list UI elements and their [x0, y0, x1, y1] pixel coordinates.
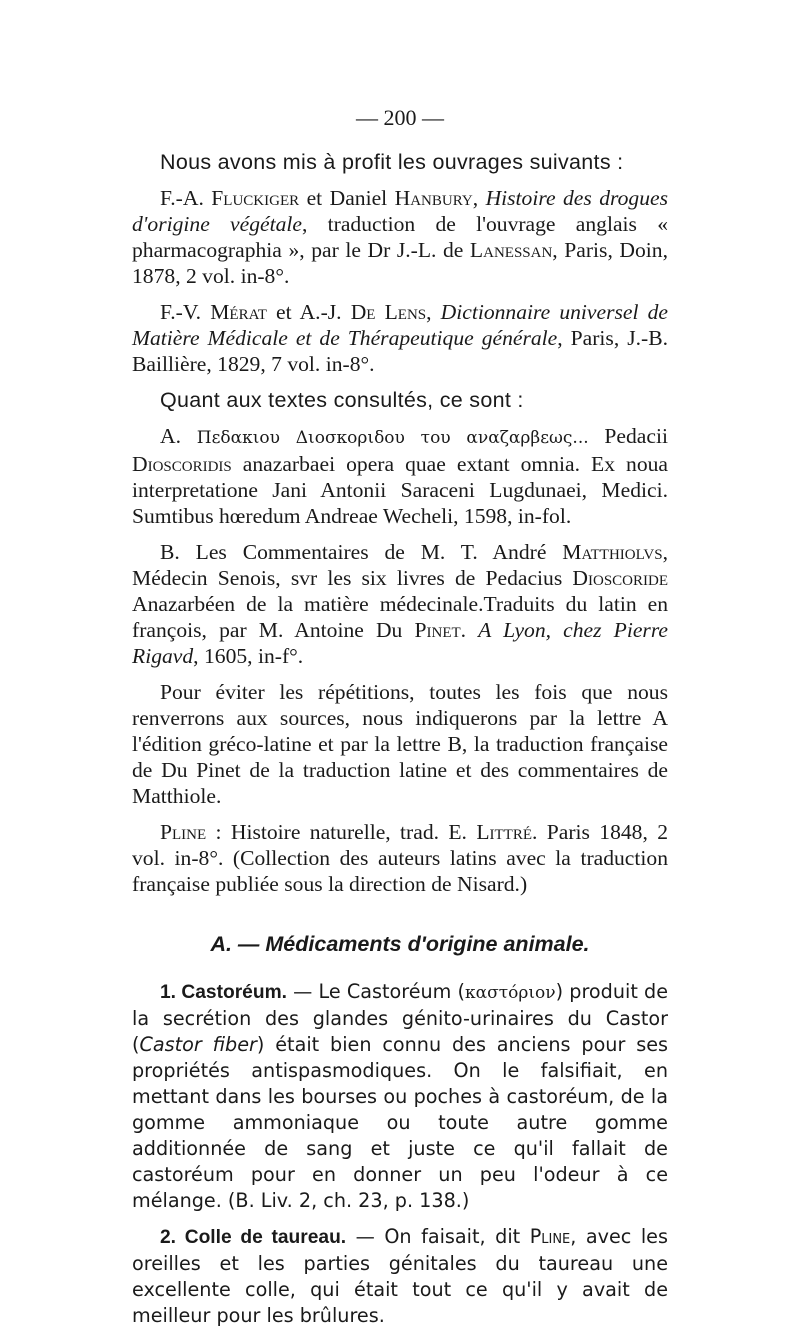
greek-word: καστόριον	[465, 983, 556, 1003]
text: : Histoire naturelle, trad. E.	[206, 820, 477, 844]
author: Pline	[160, 820, 207, 844]
intro-works: Nous avons mis à profit les ouvrages suivants :	[160, 150, 624, 174]
text: , traduction de l'ouvrage anglais « pharmacographia », par le Dr J.-L. de	[132, 212, 668, 262]
author: Matthiolvs	[562, 540, 663, 564]
author: Hanbury	[394, 186, 473, 210]
item-colle	[132, 1224, 668, 1329]
label: A.	[160, 424, 197, 448]
text: , Médecin Senois, svr les six livres de Pedacius	[132, 540, 668, 590]
text: , 1605, in-f°.	[193, 644, 304, 668]
author: Lanessan	[469, 238, 553, 262]
text: ) produit de la secrétion des glandes génito-urinaires du Castor (	[132, 980, 669, 1056]
author: Dioscoride	[572, 566, 668, 590]
reference-a	[132, 423, 668, 529]
author: Pinet	[414, 618, 461, 642]
text: anazarbaei opera quae extant omnia. Ex noua interpretatione Jani Antonii Saraceni Lugdunaei, Medici. Sumtibus hœredum Andreae Wecheli, 1598, in-fol.	[132, 452, 668, 528]
text: .	[460, 618, 479, 642]
author: F.-A. Fluckiger	[160, 186, 300, 210]
item-castoreum	[132, 979, 668, 1214]
book-title: Dictionnaire universel de Matière Médicale et de Thérapeutique générale	[132, 300, 669, 350]
reference-pline	[132, 819, 668, 897]
reference-fluckiger: F.-A. Fluckiger et Daniel Hanbury, Histoire des drogues d'origine végétale, traduction de l'ouvrage anglais « pharmacographia », par le Dr J.-L. de Lanessan, Paris, Doin, 1878, 2 vol. in-8°.	[132, 186, 668, 288]
author: F.-V. Mérat	[160, 300, 267, 324]
text: Anazarbéen de la matière médecinale.Traduits du latin en françois, par M. Antoine Du	[132, 592, 668, 642]
reference-b	[132, 539, 668, 669]
author: Dioscoridis	[132, 452, 232, 476]
section-heading: A. — Médicaments d'origine animale.	[210, 932, 590, 956]
publisher: A Lyon, chez Pierre Rigavd	[132, 618, 668, 668]
reference-merat: F.-V. Mérat et A.-J. De Lens, Dictionnaire universel de Matière Médicale et de Thérapeutique générale, Paris, J.-B. Baillière, 1829, 7 vol. in-8°.	[132, 300, 669, 376]
translator: Littré	[476, 820, 532, 844]
text: , Paris, J.-B. Baillière, 1829, 7 vol. in-8°.	[132, 326, 668, 376]
text: , avec les oreilles et les parties génitales du taureau une excellente colle, qui était tout ce qu'il y avait de meilleur pour les brûlures.	[132, 1225, 668, 1327]
book-title: Histoire des drogues d'origine végétale	[132, 186, 668, 236]
text: — Le Castoréum (	[286, 980, 466, 1003]
text: — On faisait, dit	[346, 1225, 530, 1248]
intro-texts: Quant aux textes consultés, ce sont :	[160, 388, 524, 412]
text: ) était bien connu des anciens pour ses propriétés antispasmodiques. On le falsifiait, en mettant dans les bourses ou poches à castoréum, de la gomme ammoniaque ou toute autre gomme additionnée de sang et juste ce qu'il fallait de castoréum pour en donner un peu l'odeur à ce mélange. (B. Liv. 2, ch. 23, p. 138.)	[132, 1033, 668, 1212]
author: Pline	[529, 1225, 571, 1248]
text: . Paris 1848, 2 vol. in-8°. (Collection des auteurs latins avec la traduction française publiée sous la direction de Nisard.)	[132, 820, 669, 896]
item-title: 1. Castoréum.	[160, 982, 287, 1003]
note-paragraph: Pour éviter les répétitions, toutes les fois que nous renverrons aux sources, nous indiquerons par la lettre A l'édition gréco-latine et par la lettre B, la traduction française de Du Pinet de la traduction latine et des commentaires de Matthiole.	[132, 680, 668, 808]
text: et Daniel	[299, 186, 395, 210]
text: B. Les Commentaires de M. T. André	[160, 540, 563, 564]
page-number: — 200 —	[356, 105, 444, 130]
latin-name: Castor fiber	[139, 1033, 257, 1056]
item-title: 2. Colle de taureau.	[160, 1227, 347, 1248]
author: De Lens	[350, 300, 427, 324]
text: Pedacii	[588, 424, 668, 448]
text: et A.-J.	[266, 300, 351, 324]
text: , Paris, Doin, 1878, 2 vol. in-8°.	[132, 238, 668, 288]
greek-title: Πεδακιου Διοσκοριδου του αναζαρβεως...	[196, 428, 589, 448]
